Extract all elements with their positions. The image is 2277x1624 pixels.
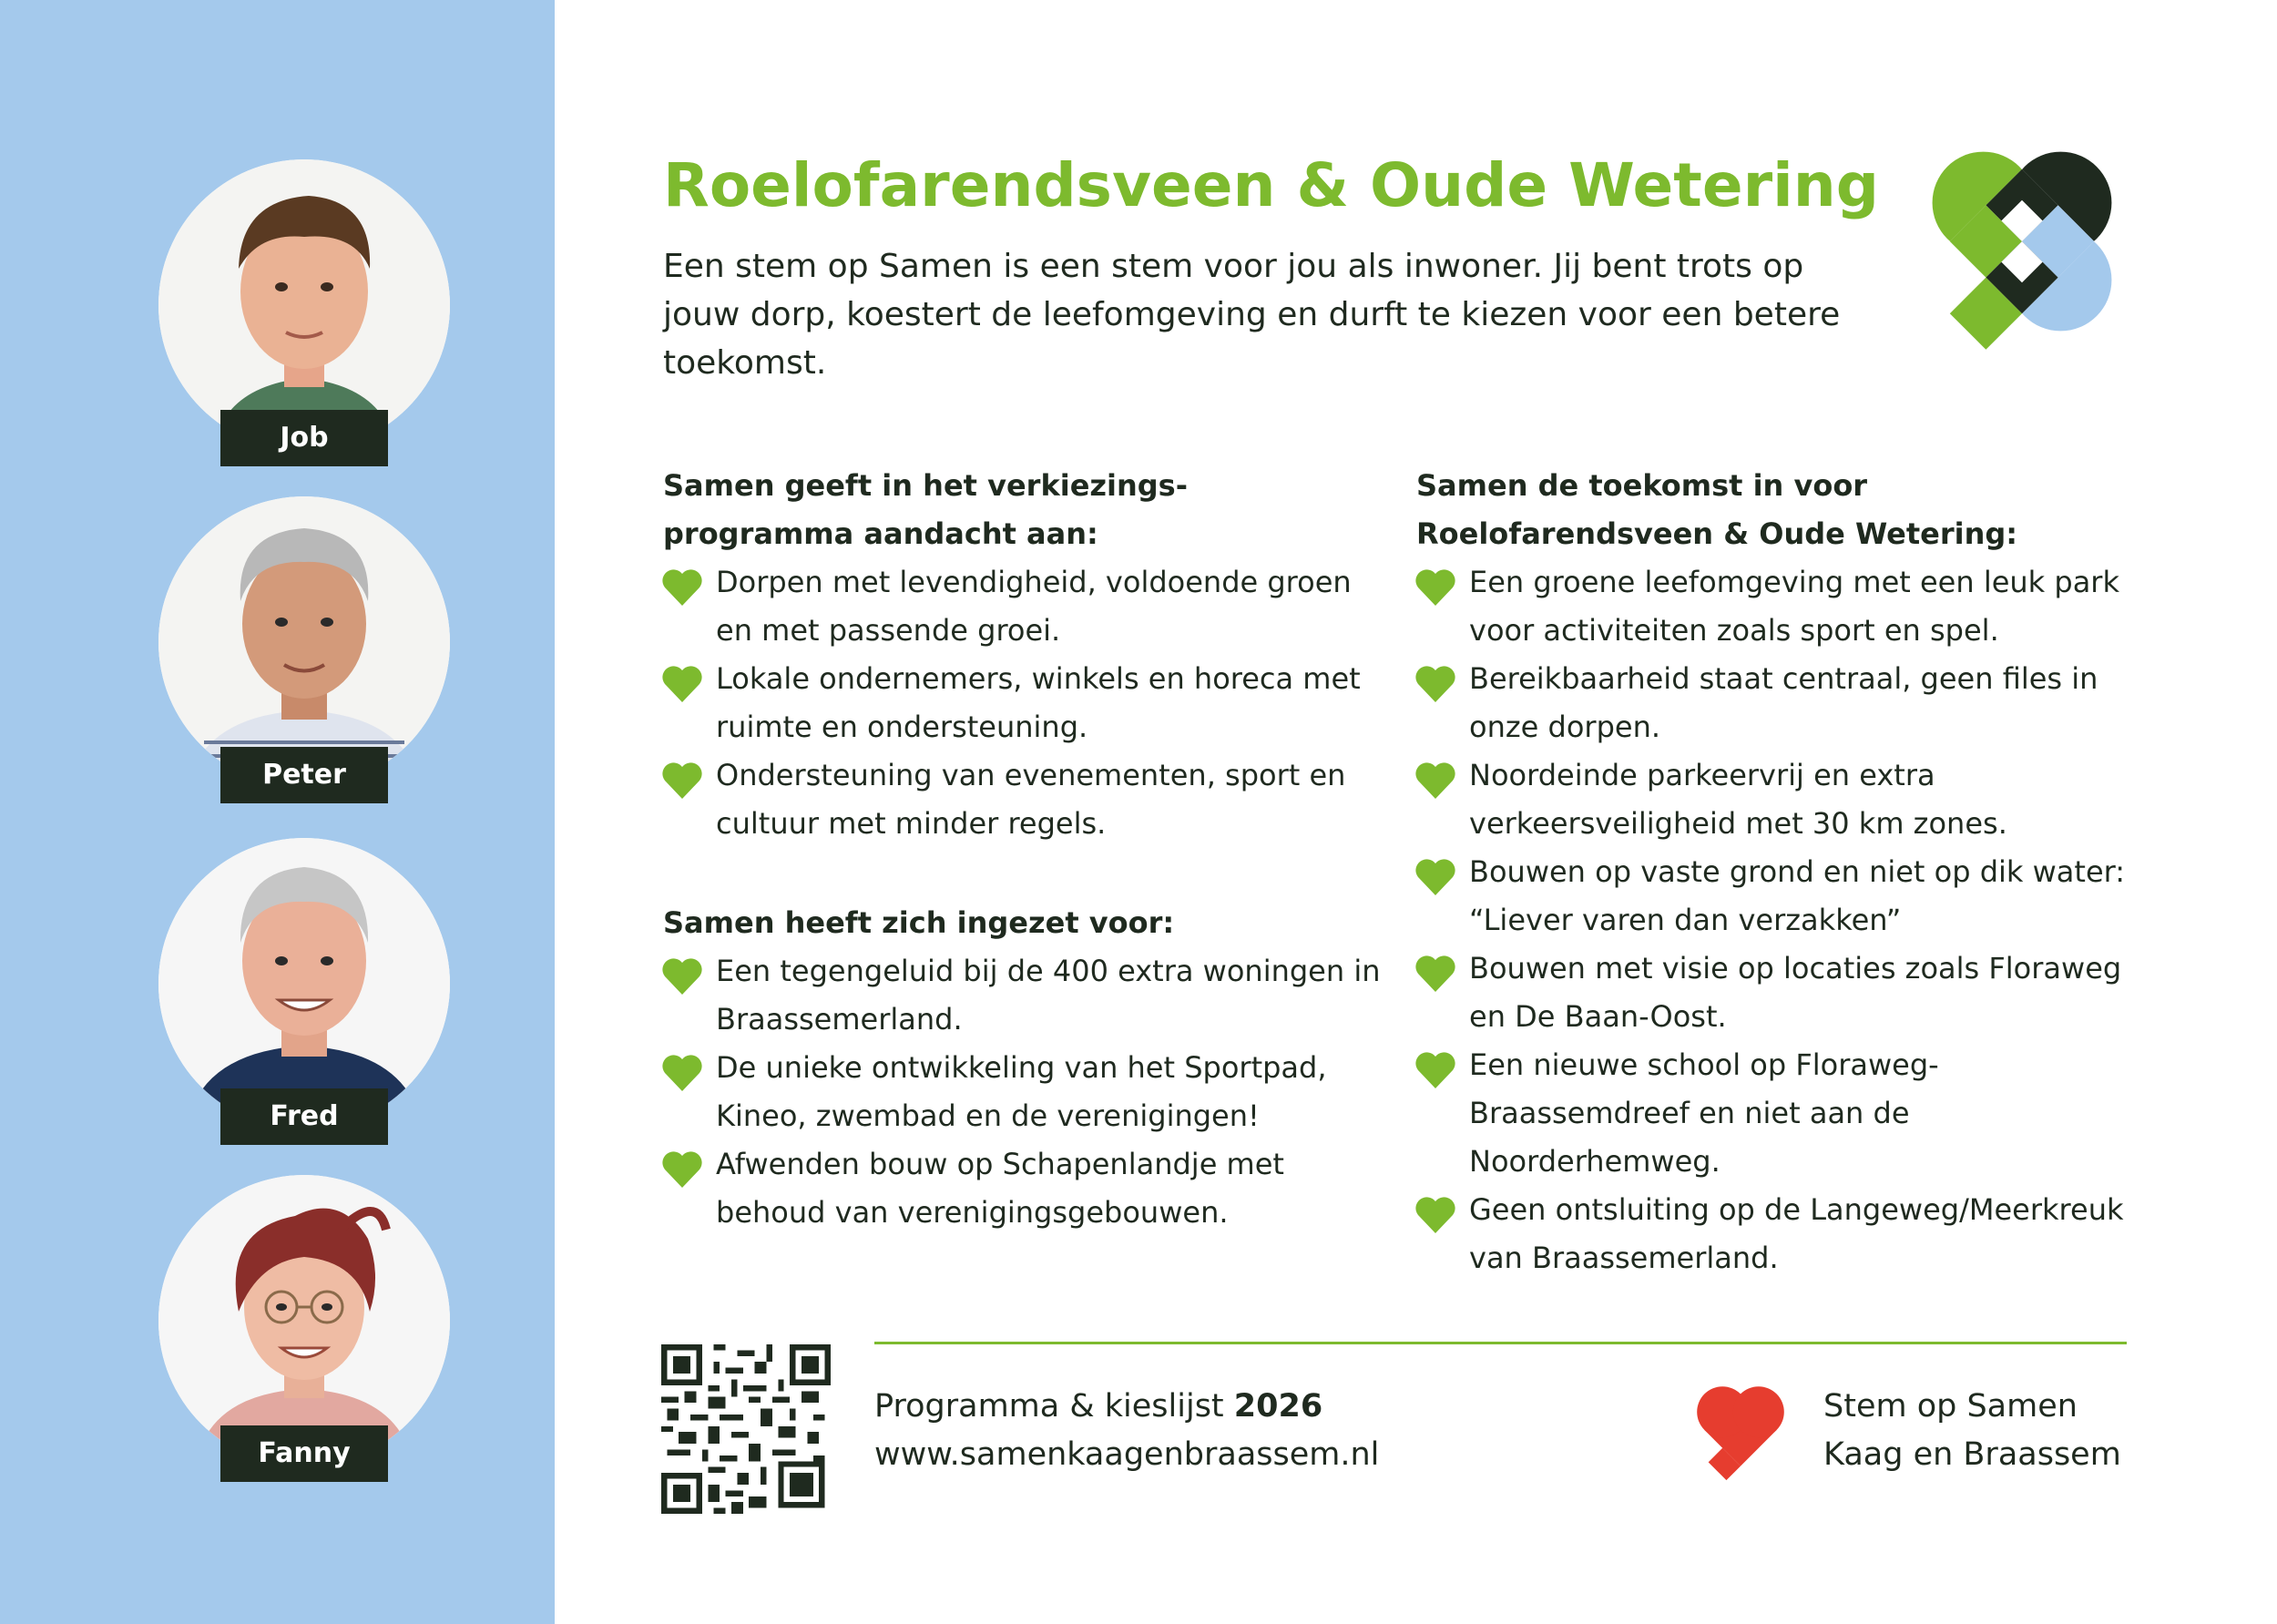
portrait-fanny: [158, 1175, 450, 1466]
sidebar: [0, 0, 555, 1624]
green-heart-icon: [1413, 855, 1458, 897]
name-tag-fanny: Fanny: [220, 1425, 388, 1482]
footer-org: Stem op Samen Kaag en Braassem: [1823, 1388, 2121, 1473]
green-heart-icon: [1413, 662, 1458, 704]
footer-divider: [874, 1342, 2127, 1344]
list-item: Noordeinde parkeervrij en extra verkeersveiligheid met 30 km zones.: [1416, 751, 2136, 848]
list-item: Een tegengeluid bij de 400 extra woningen in Braassemerland.: [663, 947, 1392, 1044]
green-heart-icon: [1413, 952, 1458, 994]
name-tag-job: Job: [220, 410, 388, 466]
portrait-peter: [158, 496, 450, 788]
website-link[interactable]: www.samenkaagenbraassem.nl: [874, 1436, 1380, 1473]
intro-text: Een stem op Samen is een stem voor jou als inwoner. Jij bent trots op jouw dorp, koestert de leefomgeving en durft te kiezen voor een betere toekomst.: [663, 248, 1841, 382]
green-heart-icon: [659, 566, 705, 608]
list-item: Bereikbaarheid staat centraal, geen files in onze dorpen.: [1416, 655, 2136, 751]
future-heading-line2: Roelofarendsveen & Oude Wetering:: [1416, 516, 2018, 551]
list-item: De unieke ontwikkeling van het Sportpad, Kineo, zwembad en de verenigingen!: [663, 1044, 1392, 1140]
green-heart-icon: [1413, 1048, 1458, 1090]
green-heart-icon: [659, 1051, 705, 1093]
achieved-section: [663, 899, 1392, 1237]
program-section: [663, 462, 1392, 848]
name-tag-peter: Peter: [220, 747, 388, 803]
list-item: Bouwen met visie op locaties zoals Floraweg en De Baan-Oost.: [1416, 945, 2136, 1041]
list-item: Geen ontsluiting op de Langeweg/Meerkreuk van Braassemerland.: [1416, 1186, 2136, 1282]
list-item: Lokale ondernemers, winkels en horeca met ruimte en ondersteuning.: [663, 655, 1392, 751]
future-section: [1416, 462, 2136, 1282]
person-job: [158, 159, 450, 487]
person-peter: [158, 496, 450, 824]
list-item: Dorpen met levendigheid, voldoende groen en met passende groei.: [663, 558, 1392, 655]
portrait-job: [158, 159, 450, 451]
list-item: Bouwen op vaste grond en niet op dik water: “Liever varen dan verzakken”: [1416, 848, 2136, 945]
list-item: Een nieuwe school op Floraweg-Braassemdreef en niet aan de Noorderhemweg.: [1416, 1041, 2136, 1186]
green-heart-icon: [1413, 566, 1458, 608]
future-heading-line1: Samen de toekomst in voor: [1416, 468, 1868, 503]
portrait-fred: [158, 838, 450, 1129]
page-title: Roelofarendsveen & Oude Wetering: [663, 150, 1880, 220]
qr-code[interactable]: [661, 1344, 831, 1514]
achieved-heading: Samen heeft zich ingezet voor:: [663, 905, 1175, 940]
footer-program: Programma & kieslijst 2026 www.samenkaagenbraassem.nl: [874, 1388, 1380, 1473]
program-heading-line2: programma aandacht aan:: [663, 516, 1098, 551]
program-heading-line1: Samen geeft in het verkiezings-: [663, 468, 1188, 503]
name-tag-fred: Fred: [220, 1088, 388, 1145]
green-heart-icon: [659, 759, 705, 801]
green-heart-icon: [1413, 1193, 1458, 1235]
green-heart-icon: [659, 662, 705, 704]
samen-heart-logo: [1913, 132, 2131, 351]
green-heart-icon: [1413, 759, 1458, 801]
red-heart-icon: [1690, 1377, 1792, 1483]
green-heart-icon: [659, 955, 705, 996]
list-item: Ondersteuning van evenementen, sport en cultuur met minder regels.: [663, 751, 1392, 848]
person-fred: [158, 838, 450, 1166]
person-fanny: [158, 1175, 450, 1503]
green-heart-icon: [659, 1148, 705, 1190]
list-item: Afwenden bouw op Schapenlandje met behoud van verenigingsgebouwen.: [663, 1140, 1392, 1237]
list-item: Een groene leefomgeving met een leuk park voor activiteiten zoals sport en spel.: [1416, 558, 2136, 655]
